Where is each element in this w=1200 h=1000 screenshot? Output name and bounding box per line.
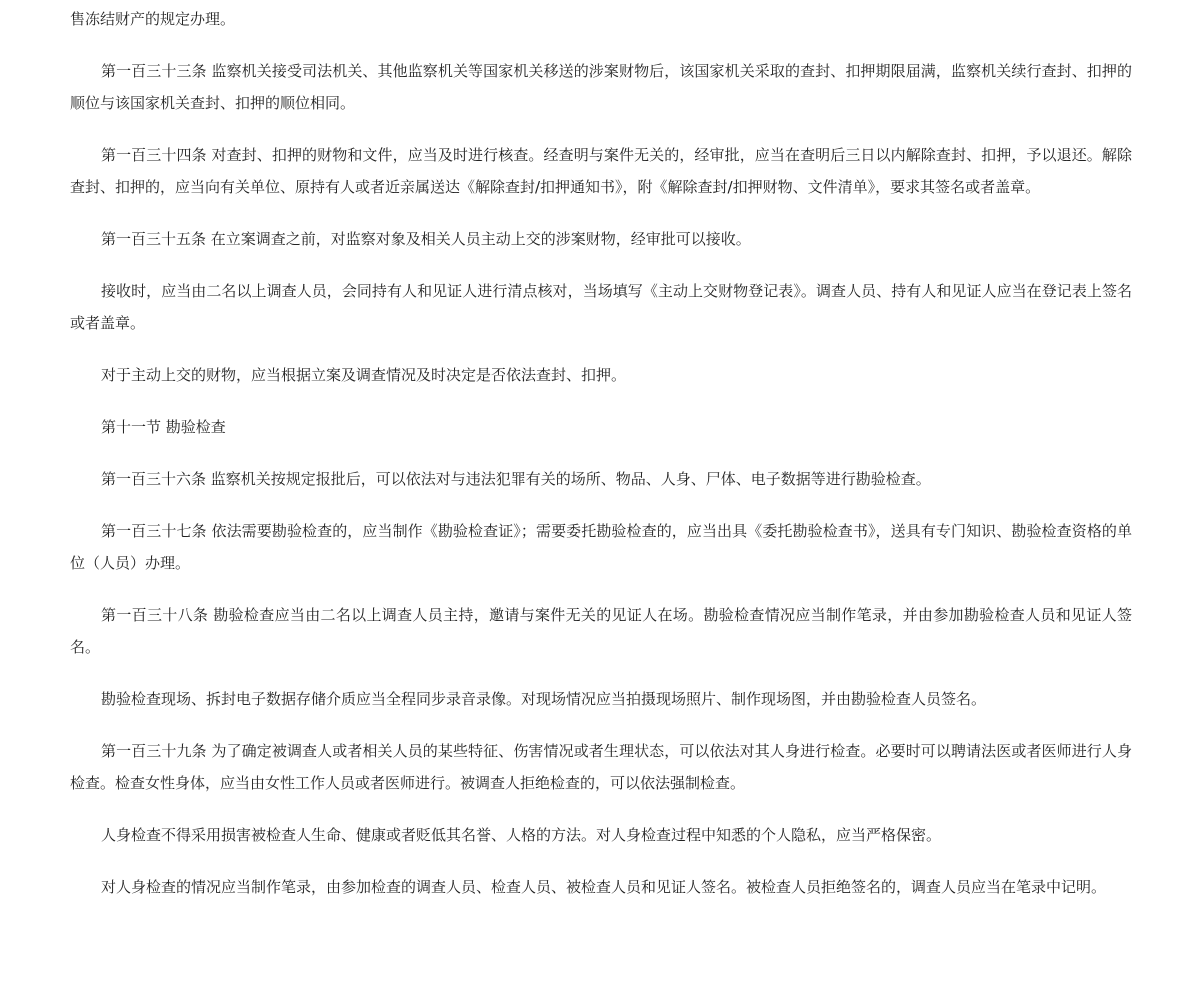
paragraph: 对人身检查的情况应当制作笔录，由参加检查的调查人员、检查人员、被检查人员和见证人签名。被检查人员拒绝签名的，调查人员应当在笔录中记明。 <box>101 878 1107 896</box>
paragraph: 勘验检查现场、拆封电子数据存储介质应当全程同步录音录像。对现场情况应当拍摄现场照片、制作现场图，并由勘验检查人员签名。 <box>101 690 987 708</box>
paragraph-article-134: 第一百三十四条 对查封、扣押的财物和文件，应当及时进行核查。经查明与案件无关的，经审批，应当在查明后三日以内解除查封、扣押，予以退还。解除查封、扣押的，应当向有关单位、原持有人或者近亲属送达《解除查封/扣押通知书》，附《解除查封/扣押财物、文件清单》，要求其签名或者盖章。 <box>70 146 1132 196</box>
document-body <box>70 0 1132 903</box>
section-heading: 第十一节 勘验检查 <box>101 418 226 436</box>
paragraph-article-138: 第一百三十八条 勘验检查应当由二名以上调查人员主持，邀请与案件无关的见证人在场。勘验检查情况应当制作笔录，并由参加勘验检查人员和见证人签名。 <box>70 606 1132 656</box>
paragraph-article-137: 第一百三十七条 依法需要勘验检查的，应当制作《勘验检查证》；需要委托勘验检查的，应当出具《委托勘验检查书》，送具有专门知识、勘验检查资格的单位（人员）办理。 <box>70 522 1132 572</box>
paragraph: 对于主动上交的财物，应当根据立案及调查情况及时决定是否依法查封、扣押。 <box>101 366 627 384</box>
paragraph-article-139: 第一百三十九条 为了确定被调查人或者相关人员的某些特征、伤害情况或者生理状态，可以依法对其人身进行检查。必要时可以聘请法医或者医师进行人身检查。检查女性身体，应当由女性工作人员或者医师进行。被调查人拒绝检查的，可以依法强制检查。 <box>70 742 1132 792</box>
paragraph: 售冻结财产的规定办理。 <box>70 10 236 28</box>
paragraph-article-136: 第一百三十六条 监察机关按规定报批后，可以依法对与违法犯罪有关的场所、物品、人身、尸体、电子数据等进行勘验检查。 <box>101 470 931 488</box>
paragraph: 接收时，应当由二名以上调查人员，会同持有人和见证人进行清点核对，当场填写《主动上交财物登记表》。调查人员、持有人和见证人应当在登记表上签名或者盖章。 <box>70 282 1132 332</box>
paragraph: 人身检查不得采用损害被检查人生命、健康或者贬低其名誉、人格的方法。对人身检查过程中知悉的个人隐私，应当严格保密。 <box>101 826 942 844</box>
paragraph-article-133: 第一百三十三条 监察机关接受司法机关、其他监察机关等国家机关移送的涉案财物后，该国家机关采取的查封、扣押期限届满，监察机关续行查封、扣押的顺位与该国家机关查封、扣押的顺位相同。 <box>70 62 1132 112</box>
paragraph-article-135: 第一百三十五条 在立案调查之前，对监察对象及相关人员主动上交的涉案财物，经审批可以接收。 <box>101 230 751 248</box>
